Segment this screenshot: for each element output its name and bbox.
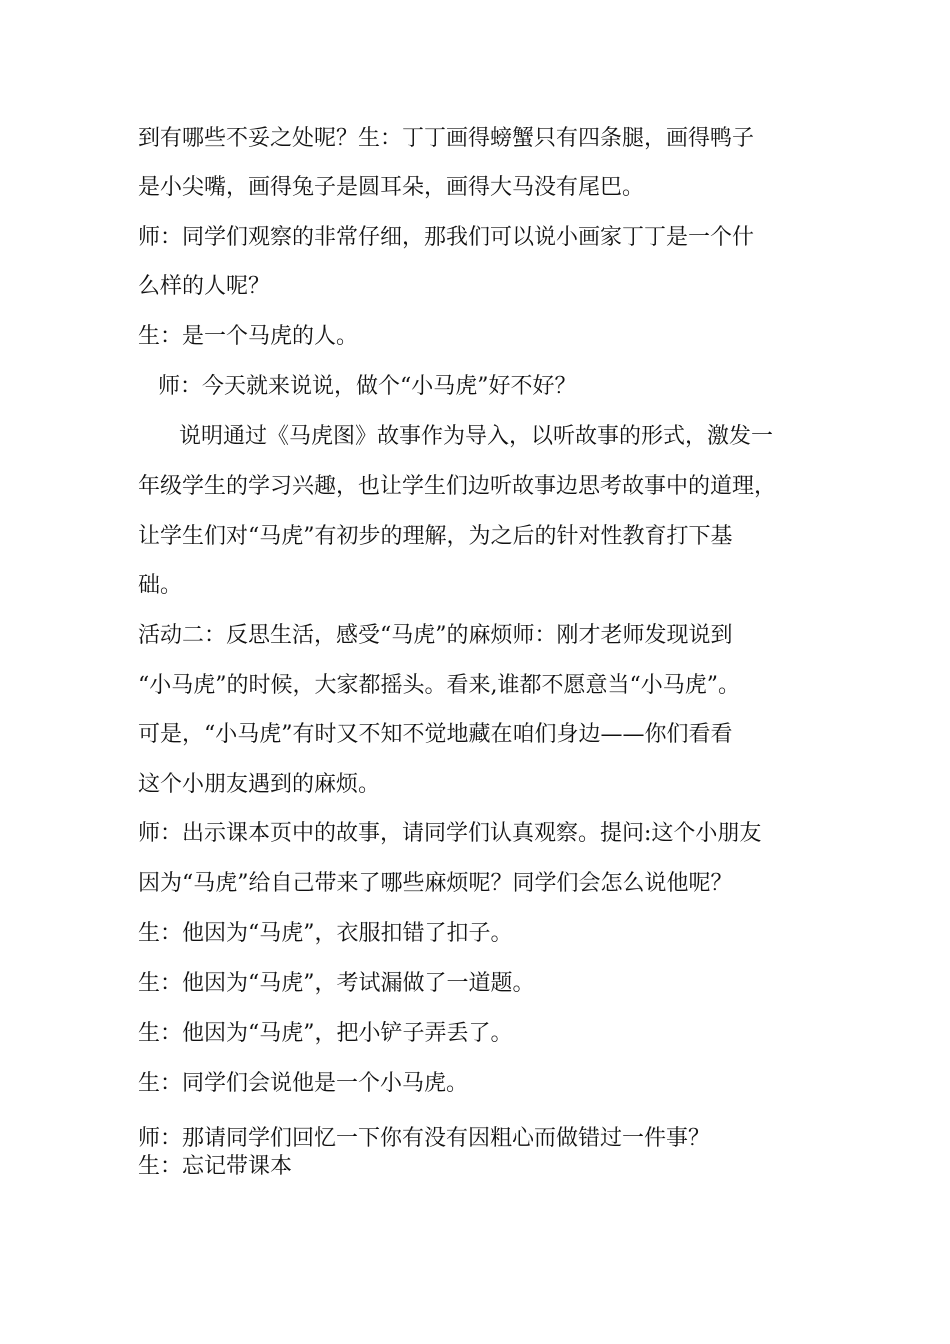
text-line: 础。 [138, 573, 183, 598]
text-line: 生：他因为“马虎”，衣服扣错了扣子。 [138, 921, 513, 946]
text-line: 可是，“小马虎”有时又不知不觉地藏在咱们身边——你们看看 [138, 722, 733, 747]
text-line: “小马虎”的时候，大家都摇头。看来,谁都不愿意当“小马虎”。 [138, 673, 740, 698]
text-line: 师：出示课本页中的故事，请同学们认真观察。提问:这个小朋友 [138, 821, 762, 846]
text-line: 么样的人呢？ [138, 274, 271, 299]
text-line: 说明通过《马虎图》故事作为导入，以听故事的形式，激发一 [179, 424, 774, 449]
text-line: 让学生们对“马虎”有初步的理解，为之后的针对性教育打下基 [138, 524, 733, 549]
text-line: 是小尖嘴，画得兔子是圆耳朵，画得大马没有尾巴。 [138, 175, 645, 200]
text-line: 师：今天就来说说，做个“小马虎”好不好？ [158, 374, 577, 399]
text-line: 生：忘记带课本 [138, 1154, 293, 1179]
text-line: 活动二：反思生活，感受“马虎”的麻烦师：刚才老师发现说到 [138, 623, 733, 648]
text-line: 生：他因为“马虎”，考试漏做了一道题。 [138, 971, 535, 996]
text-line: 生：他因为“马虎”，把小铲子弄丢了。 [138, 1021, 513, 1046]
text-line: 到有哪些不妥之处呢？生：丁丁画得螃蟹只有四条腿，画得鸭子 [138, 126, 755, 151]
text-line: 年级学生的学习兴趣，也让学生们边听故事边思考故事中的道理， [138, 474, 777, 499]
text-line: 师：同学们观察的非常仔细，那我们可以说小画家丁丁是一个什 [138, 225, 755, 250]
text-line: 生：是一个马虎的人。 [138, 324, 359, 349]
text-line: 因为“马虎”给自己带来了哪些麻烦呢？同学们会怎么说他呢？ [138, 871, 733, 896]
text-line: 师：那请同学们回忆一下你有没有因粗心而做错过一件事？ [138, 1126, 711, 1151]
text-line: 这个小朋友遇到的麻烦。 [138, 772, 381, 797]
text-line: 生：同学们会说他是一个小马虎。 [138, 1071, 469, 1096]
